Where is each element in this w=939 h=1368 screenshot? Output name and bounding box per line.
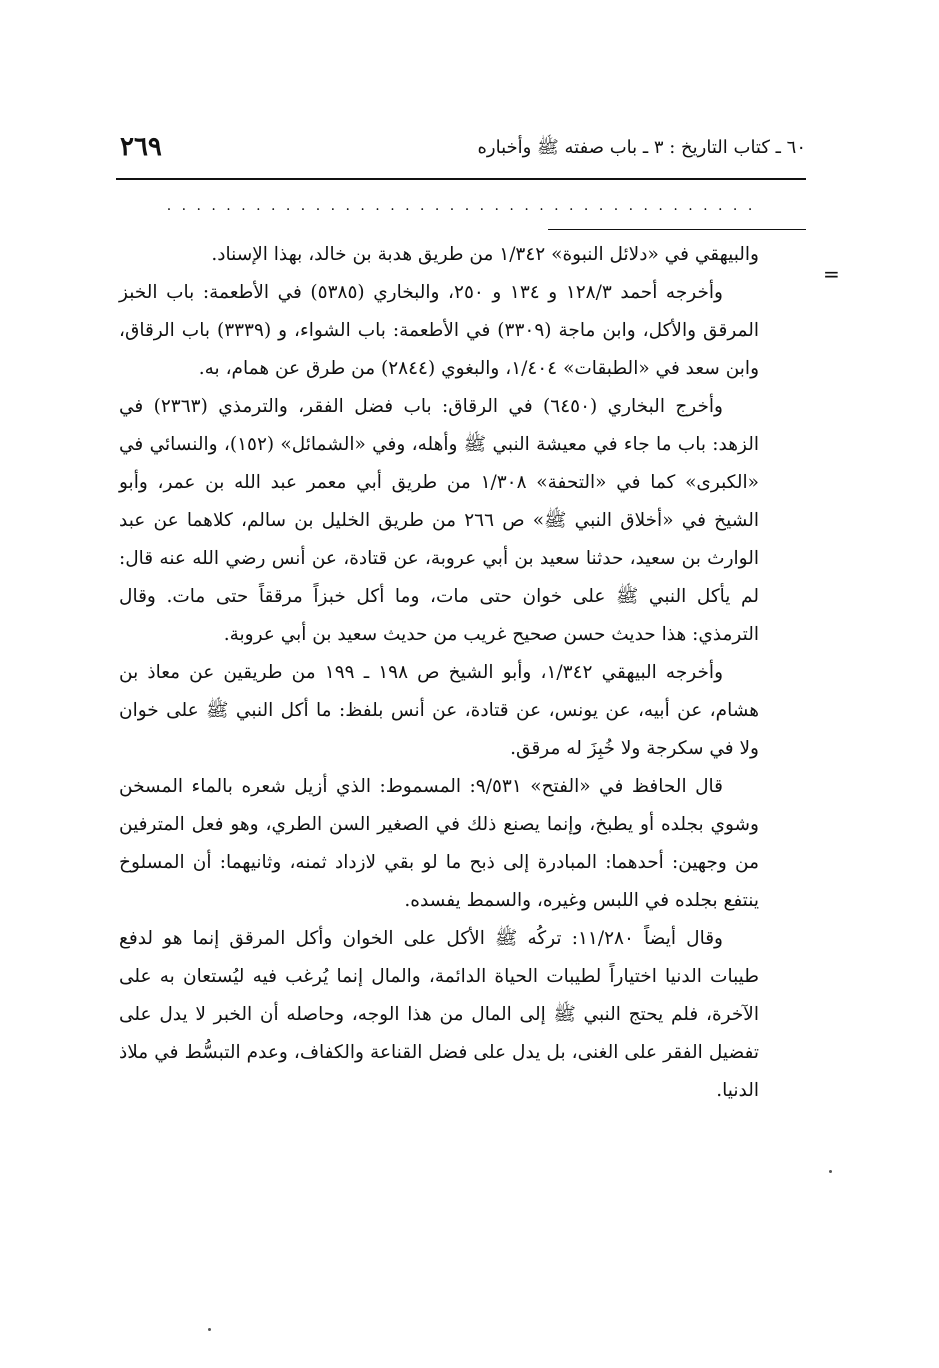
footnote-continuation-rule <box>548 229 806 230</box>
paragraph-4: وأخرجه البيهقي ١/٣٤٢، وأبو الشيخ ص ١٩٨ ـ ١٩٩ من طريقين عن معاذ بن هشام، عن أبيه، عن يونس، عن قتادة، عن أنس بلفظ: ما أكل النبي ﷺ على خوان ولا في سكرجة ولا خُبِزَ له مرقق. <box>119 662 759 759</box>
separator-dots: . . . . . . . . . . . . . . . . . . . . . . . . . . . . . . . . . . . . . . . . <box>166 198 756 214</box>
scan-speck <box>208 1328 211 1331</box>
scan-speck <box>829 1170 832 1173</box>
paragraph-5: قال الحافظ في «الفتح» ٩/٥٣١: المسموط: الذي أزيل شعره بالماء المسخن وشوي بجلده أو يطبخ، وإنما يصنع ذلك في الصغير السن الطري، وهو فعل المترفين من وجهين: أحدهما: المبادرة إلى ذبح ما لو بقي لازداد ثمنه، وثانيهما: أن المسلوخ ينتفع بجلده في اللبس وغيره، والسمط يفسده. <box>119 776 759 911</box>
paragraph-1: والبيهقي في «دلائل النبوة» ١/٣٤٢ من طريق هدبة بن خالد، بهذا الإسناد. <box>211 244 759 265</box>
page-header <box>114 128 806 172</box>
paragraph-6: وقال أيضاً ١١/٢٨٠: تركُه ﷺ الأكل على الخوان وأكل المرقق إنما هو لدفع طيبات الدنيا اختياراً لطيبات الحياة الدائمة، والمال إنما يُرغب فيه ليُستعان به على الآخرة، فلم يحتج النبي ﷺ إلى المال من هذا الوجه، وحاصله أن الخبر لا يدل على تفضيل الفقر على الغنى، بل يدل على فضل القناعة والكفاف، وعدم التبسُّط في ملاذ الدنيا. <box>119 928 759 1101</box>
running-header-title: ٦٠ ـ كتاب التاريخ : ٣ ـ باب صفته ﷺ وأخباره <box>477 137 806 158</box>
footnote-text <box>119 236 759 1110</box>
continuation-mark: = <box>823 262 840 286</box>
header-rule <box>116 178 806 180</box>
paragraph-2: وأخرجه أحمد ١٢٨/٣ و ١٣٤ و ٢٥٠، والبخاري (٥٣٨٥) في الأطعمة: باب الخبز المرقق والأكل، وابن ماجة (٣٣٠٩) في الأطعمة: باب الشواء، و (٣٣٣٩) باب الرقاق، وابن سعد في «الطبقات» ١/٤٠٤، والبغوي (٢٨٤٤) من طرق عن همام، به. <box>119 282 759 379</box>
paragraph-3: وأخرج البخاري (٦٤٥٠) في الرقاق: باب فضل الفقر، والترمذي (٢٣٦٣) في الزهد: باب ما جاء في معيشة النبي ﷺ وأهله، وفي «الشمائل» (١٥٢)، والنسائي في «الكبرى» كما في «التحفة» ١/٣٠٨ من طريق أبي معمر عبد الله بن عمر، وأبو الشيخ في «أخلاق النبي ﷺ» ص ٢٦٦ من طريق الخليل بن سالم، كلاهما عن عبد الوارث بن سعيد، حدثنا سعيد بن أبي عروبة، عن قتادة، عن أنس رضي الله عنه قال: لم يأكل النبي ﷺ على خوان حتى مات، وما أكل خبزاً مرققاً حتى مات. وقال الترمذي: هذا حديث حسن صحيح غريب من حديث سعيد بن أبي عروبة. <box>119 396 759 645</box>
page-number: ٢٦٩ <box>120 132 162 162</box>
